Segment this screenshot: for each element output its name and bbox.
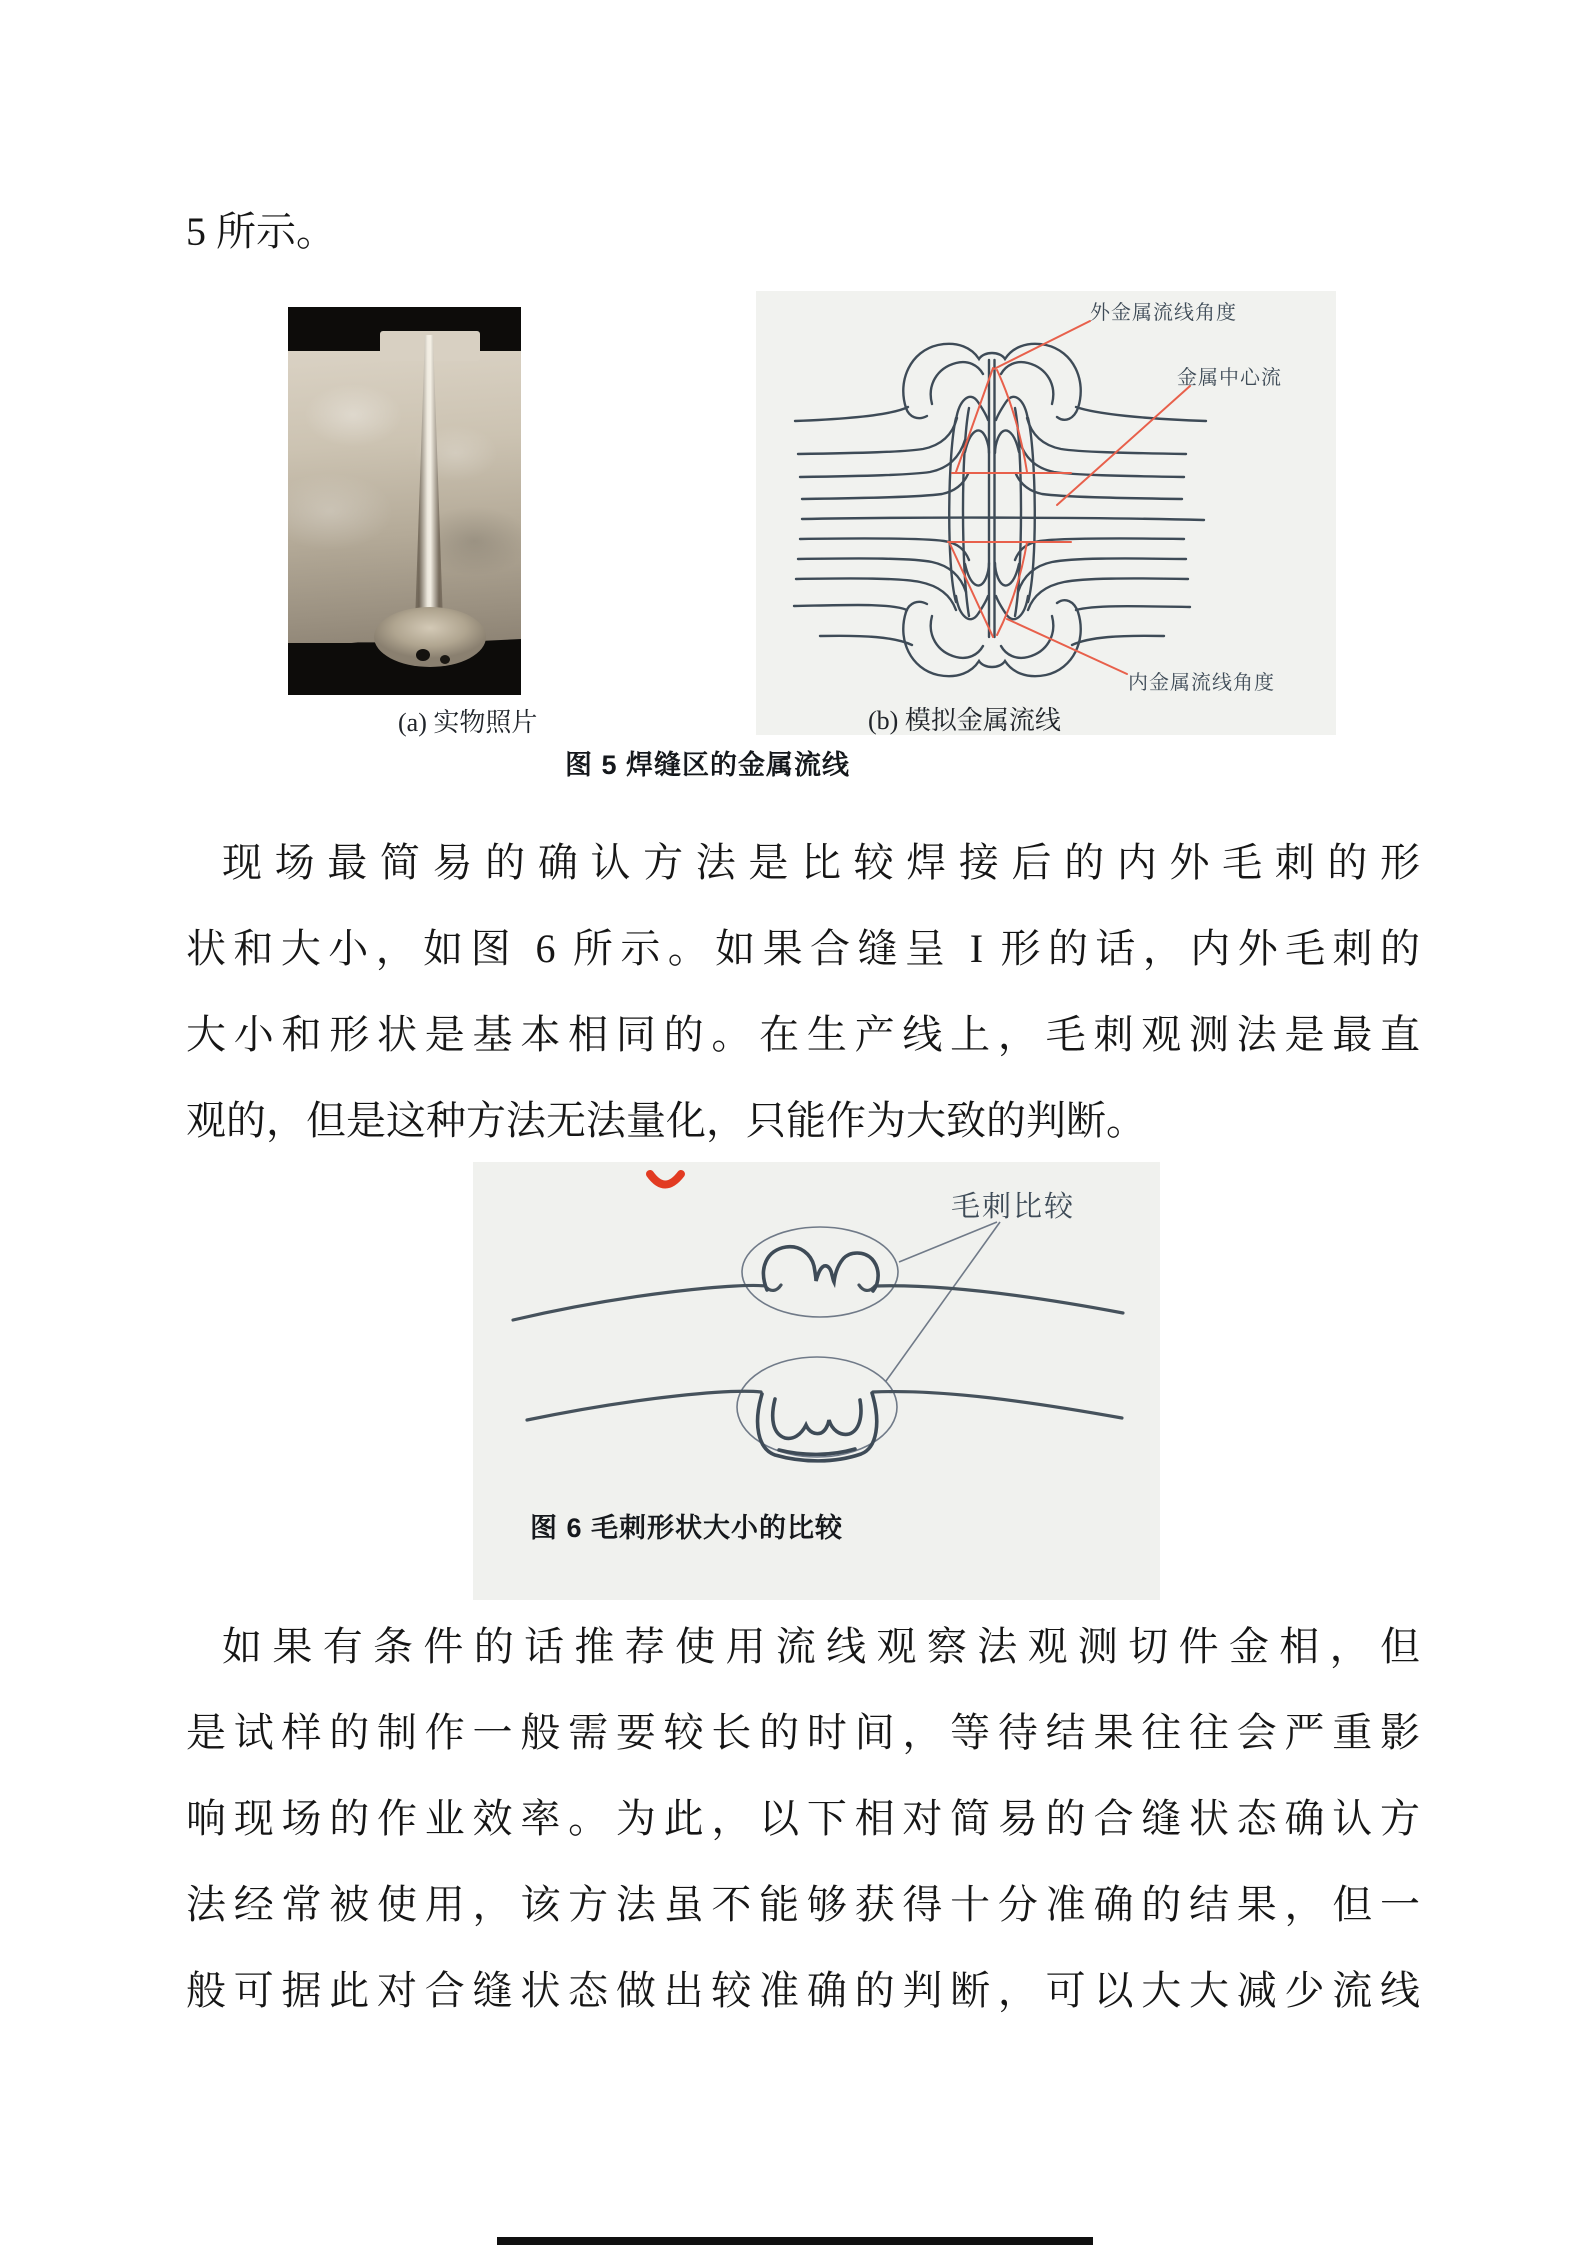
- red-check-mark: [650, 1174, 681, 1185]
- figure5-caption: 图 5 焊缝区的金属流线: [565, 750, 851, 780]
- paragraph-line: 法经常被使用，该方法虽不能够获得十分准确的结果，但一: [186, 1882, 1420, 1927]
- intro-text: 5 所示。: [186, 209, 336, 254]
- paragraph-line: 状和大小，如图 6 所示。如果合缝呈 I 形的话，内外毛刺的: [186, 926, 1420, 971]
- paragraph-2: [186, 1604, 1420, 2034]
- label-burr-compare: 毛刺比较: [951, 1191, 1076, 1223]
- label-outer-flow-angle: 外金属流线角度: [1090, 302, 1237, 324]
- photo-metal-band: [288, 351, 521, 643]
- label-metal-center-flow: 金属中心流: [1177, 367, 1282, 389]
- paragraph-line: 响现场的作业效率。为此，以下相对简易的合缝状态确认方: [186, 1796, 1420, 1841]
- paragraph-line: 现场最简易的确认方法是比较焊接后的内外毛刺的形: [222, 840, 1420, 885]
- photo-dark-spot: [416, 649, 430, 661]
- figure6-caption: 图 6 毛刺形状大小的比较: [530, 1513, 844, 1543]
- figure5b-caption: (b) 模拟金属流线: [868, 706, 1061, 735]
- paragraph-line: 如果有条件的话推荐使用流线观察法观测切件金相，但: [222, 1624, 1420, 1669]
- paragraph-1: [186, 820, 1420, 1164]
- figure5a-caption: (a) 实物照片: [398, 708, 538, 737]
- paragraph-line: 大小和形状是基本相同的。在生产线上，毛刺观测法是最直: [186, 1012, 1420, 1057]
- paragraph-line: 是试样的制作一般需要较长的时间，等待结果往往会严重影: [186, 1710, 1420, 1755]
- paragraph-line: 般可据此对合缝状态做出较准确的判断，可以大大减少流线: [186, 1968, 1420, 2013]
- photo-dark-spot: [440, 655, 450, 664]
- photo-inner-burr: [374, 607, 486, 667]
- paragraph-line: 观的，但是这种方法无法量化，只能作为大致的判断。: [186, 1098, 1146, 1143]
- weld-photo: [288, 307, 521, 695]
- page-bottom-scan-edge: [497, 2237, 1093, 2245]
- label-inner-flow-angle: 内金属流线角度: [1128, 672, 1275, 694]
- flow-line-diagram: [760, 290, 1320, 730]
